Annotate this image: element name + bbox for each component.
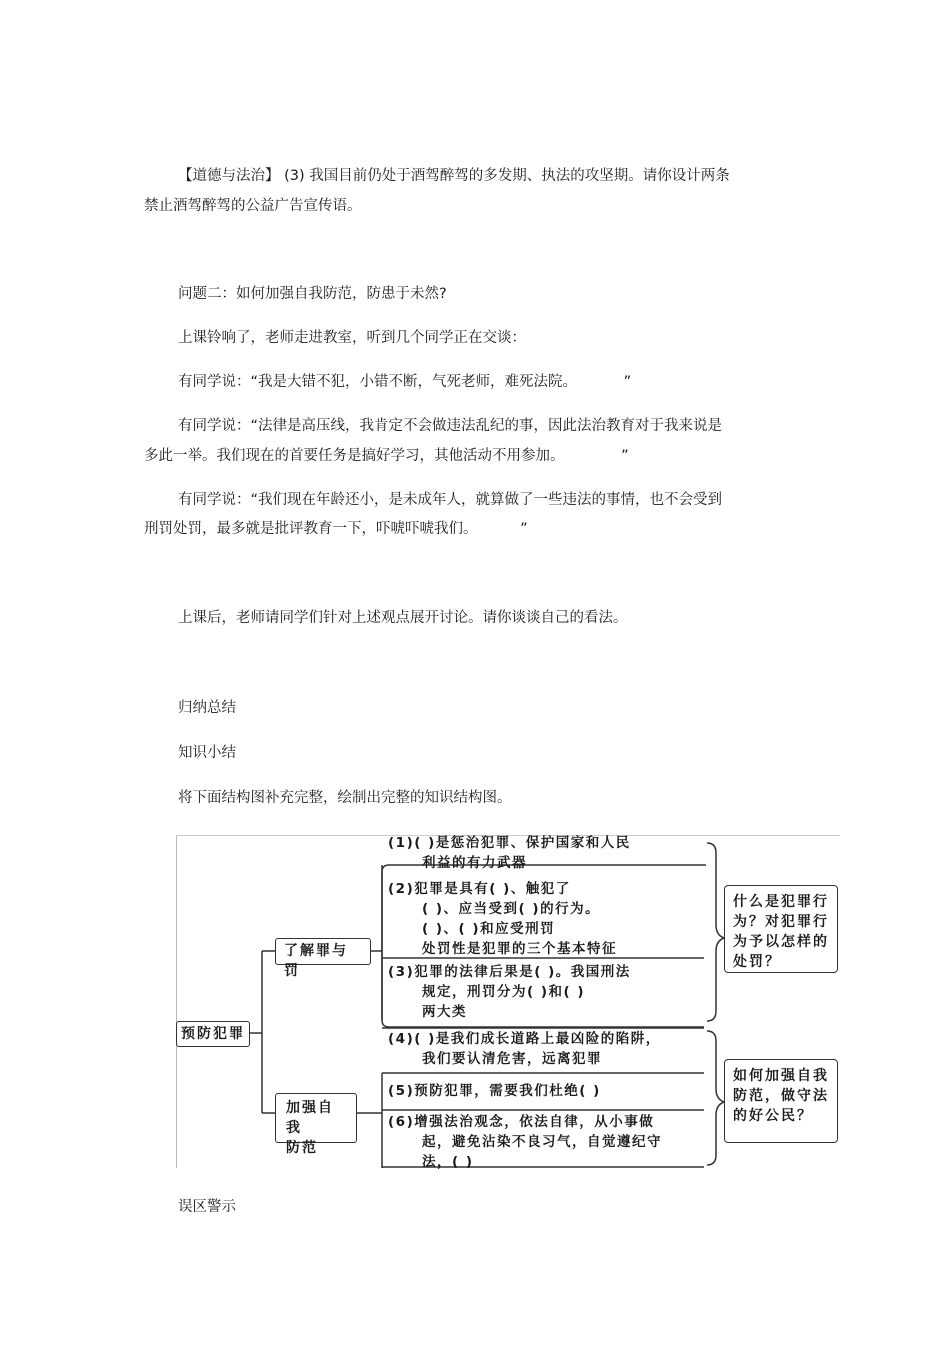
item-4-line-2: 我们要认清危害，远离犯罪	[422, 1051, 602, 1067]
question-2-context: 上课铃响了，老师走进教室，听到几个同学正在交谈：	[178, 330, 526, 346]
item-3-line-3: 两大类	[422, 1004, 467, 1020]
item-5	[388, 1081, 601, 1101]
item-5-line-1: (5)预防犯罪，需要我们杜绝( )	[388, 1083, 601, 1099]
item-4-line-1: (4)( )是我们成长道路上最凶险的陷阱，	[388, 1031, 661, 1047]
item-1-line-2: 利益的有力武器	[422, 855, 527, 871]
item-6-line-1: (6)增强法治观念，依法自律，从小事做	[388, 1114, 655, 1130]
item-2-line-3: ( )、( )和应受刑罚	[422, 921, 556, 937]
item-2-line-4: 处罚性是犯罪的三个基本特征	[422, 941, 617, 957]
q1-line-4: 处罚？	[733, 954, 781, 970]
question-box-crime	[724, 885, 838, 973]
branch-2-line-1: 加强自我	[286, 1100, 334, 1136]
intro-line-2: 禁止酒驾醉驾的公益广告宣传语。	[144, 198, 362, 214]
after-class-prompt: 上课后，老师请同学们针对上述观点展开讨论。请你谈谈自己的看法。	[178, 610, 628, 626]
knowledge-structure-diagram	[176, 835, 840, 1168]
item-3-line-1: (3)犯罪的法律后果是( )。我国刑法	[388, 964, 631, 980]
item-1	[388, 833, 631, 873]
item-6-line-3: 法，( )	[422, 1154, 474, 1170]
q1-line-2: 为？对犯罪行	[733, 914, 829, 930]
item-2	[388, 879, 617, 959]
q1-line-3: 为予以怎样的	[733, 934, 829, 950]
item-2-line-2: ( )、应当受到( )的行为。	[422, 901, 601, 917]
statement-3-text: 刑罚处罚，最多就是批评教育一下，吓唬吓唬我们。	[144, 521, 478, 537]
item-1-line-1: (1)( )是惩治犯罪、保护国家和人民	[388, 835, 631, 851]
intro-line-1: 【道德与法治】 (3) 我国目前仍处于酒驾醉驾的多发期、执法的攻坚期。请你设计两条	[178, 168, 730, 184]
q2-line-1: 如何加强自我	[733, 1068, 829, 1084]
statement-2-text: 多此一举。我们现在的首要任务是搞好学习，其他活动不用参加。	[144, 448, 565, 464]
statement-1-close-quote: ”	[623, 374, 632, 390]
item-6-line-2: 起，避免沾染不良习气，自觉遵纪守	[422, 1134, 662, 1150]
question-box-self-protection	[724, 1059, 838, 1143]
question-2-title: 问题二：如何加强自我防范，防患于未然?	[178, 286, 447, 302]
student-statement-2-line-1: 有同学说：“法律是高压线，我肯定不会做违法乱纪的事，因此法治教育对于我来说是	[178, 418, 723, 434]
item-3	[388, 962, 631, 1022]
item-2-line-1: (2)犯罪是具有( )、触犯了	[388, 881, 571, 897]
student-statement-3-line-1: 有同学说：“我们现在年龄还小，是未成年人，就算做了一些违法的事情，也不会受到	[178, 492, 723, 508]
knowledge-subheading: 知识小结	[178, 745, 236, 761]
misconception-heading: 误区警示	[178, 1199, 236, 1215]
branch-2-line-2: 防范	[286, 1140, 318, 1156]
branch-node-self-protection	[275, 1093, 357, 1156]
item-3-line-2: 规定，刑罚分为( )和( )	[422, 984, 586, 1000]
statement-1-text: 有同学说：“我是大错不犯，小错不断，气死老师，难死法院。	[178, 374, 578, 390]
statement-3-close-quote: ”	[520, 521, 528, 537]
q2-line-2: 防范，做守法	[733, 1088, 829, 1104]
branch-node-crime-and-punishment: 了解罪与罚	[275, 938, 371, 965]
q2-line-3: 的好公民？	[733, 1108, 813, 1124]
student-statement-1	[178, 372, 631, 392]
summary-heading: 归纳总结	[178, 700, 236, 716]
diagram-instruction: 将下面结构图补充完整，绘制出完整的知识结构图。	[178, 790, 512, 806]
root-node-prevent-crime: 预防犯罪	[176, 1021, 250, 1047]
item-6	[388, 1112, 662, 1172]
student-statement-2-line-2	[144, 446, 629, 466]
student-statement-3-line-2	[144, 519, 528, 539]
q1-line-1: 什么是犯罪行	[733, 894, 829, 910]
item-4	[388, 1029, 661, 1069]
statement-2-close-quote: ”	[621, 448, 629, 464]
